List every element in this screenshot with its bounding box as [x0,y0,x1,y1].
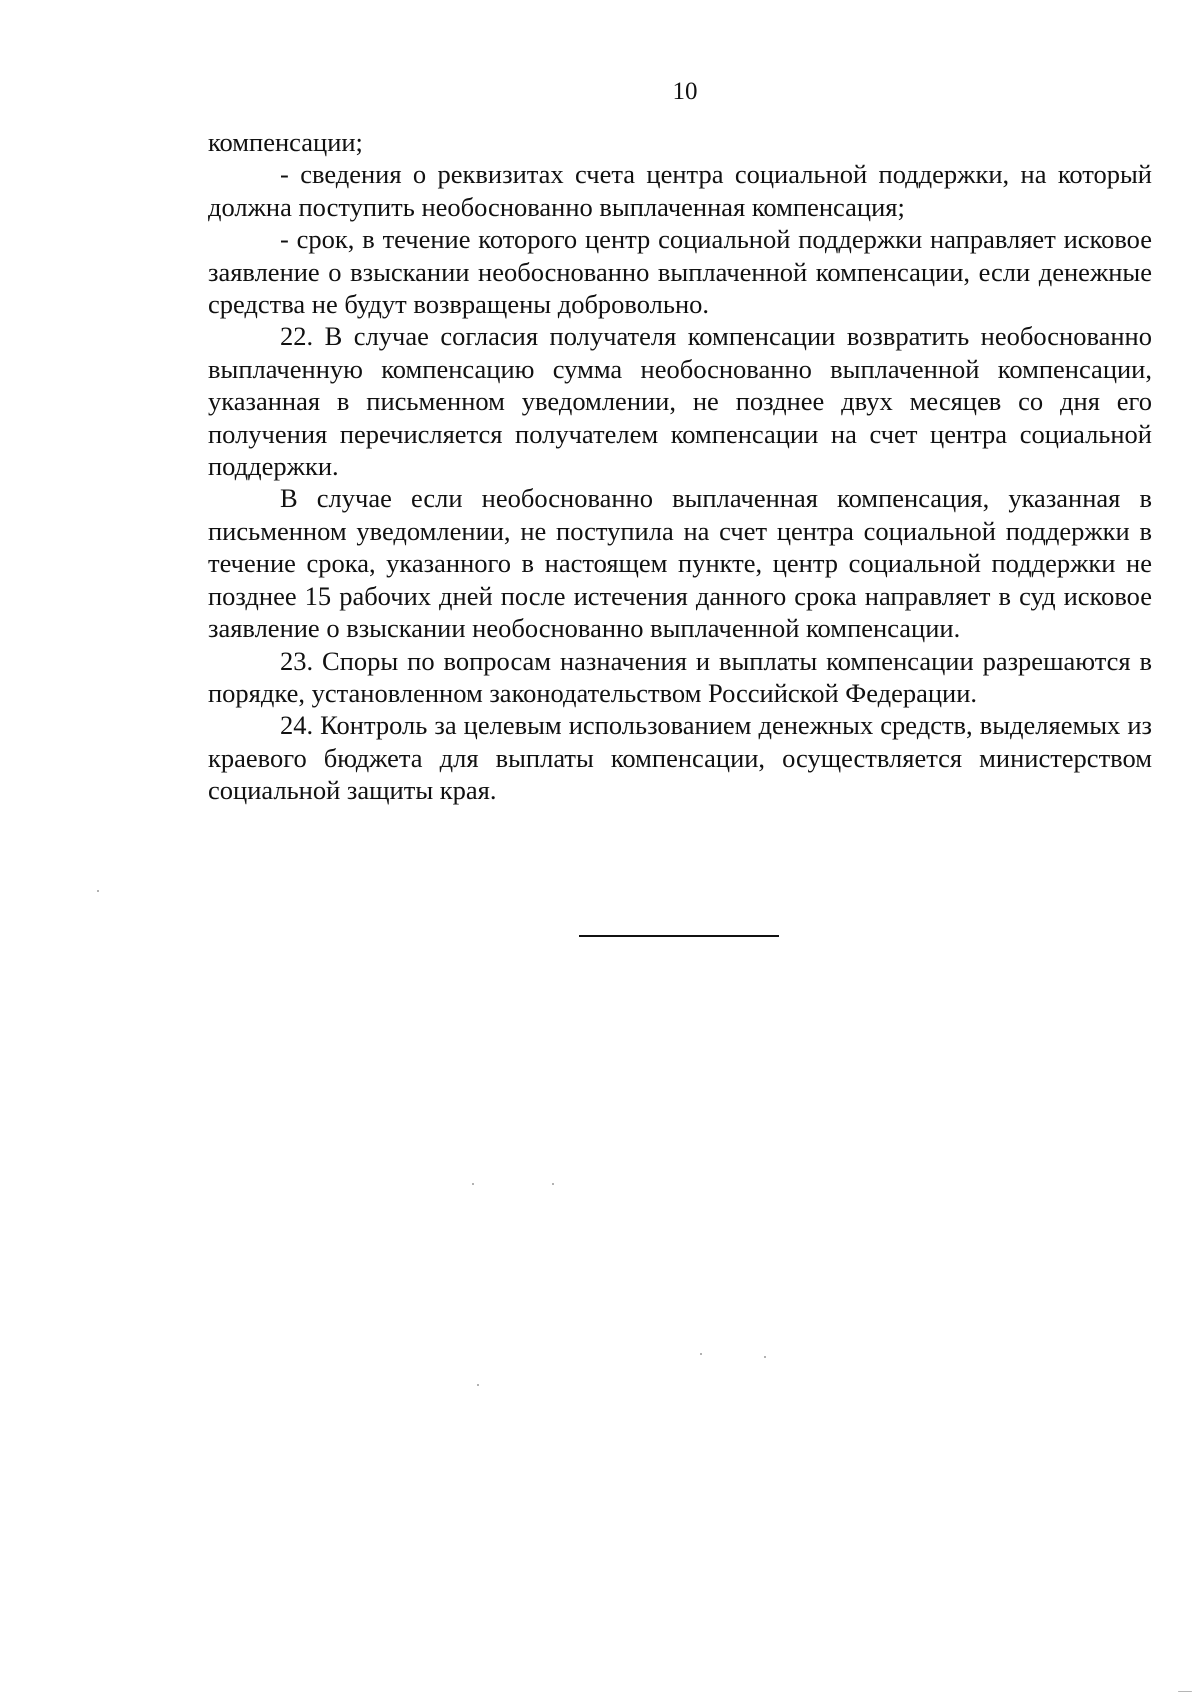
document-body [208,126,1152,807]
scan-speck [477,1384,479,1386]
paragraph-continuation: компенсации; [208,127,363,157]
page-number: 10 [672,78,698,105]
paragraph-item-23: 23. Споры по вопросам назначения и выплаты компенсации разрешаются в порядке, установленном законодательством Российской Федерации. [208,645,1152,708]
paragraph-item-24: 24. Контроль за целевым использованием денежных средств, выделяемых из краевого бюджета для выплаты компенсации, осуществляется министерством социальной защиты края. [208,710,1152,806]
scan-speck [552,1183,554,1185]
paragraph-item-22: 22. В случае согласия получателя компенсации возвратить необоснованно выплаченную компенсацию сумма необоснованно выплаченной компенсации, указанная в письменном уведомлении, не позднее двух месяцев со дня его получения перечисляется получателем компенсации на счет центра социальной поддержки. [208,321,1152,482]
scan-speck [764,1356,766,1358]
scan-speck [97,890,99,892]
bullet-deadline: - срок, в течение которого центр социальной поддержки направляет исковое заявление о взыскании необоснованно выплаченной компенсации, если денежные средства не будут возвращены добровольно. [208,224,1152,320]
scan-speck [700,1353,702,1355]
scan-speck [1178,1691,1192,1692]
scan-speck [472,1183,474,1185]
bullet-account-details: - сведения о реквизитах счета центра социальной поддержки, на который должна поступить необоснованно выплаченная компенсация; [208,159,1152,222]
end-of-text-rule [579,935,779,937]
paragraph-item-22-continued: В случае если необоснованно выплаченная компенсация, указанная в письменном уведомлении, не поступила на счет центра социальной поддержки в течение срока, указанного в настоящем пункте, центр социальной поддержки не позднее 15 рабочих дней после истечения данного срока направляет в суд исковое заявление о взыскании необоснованно выплаченной компенсации. [208,483,1152,644]
